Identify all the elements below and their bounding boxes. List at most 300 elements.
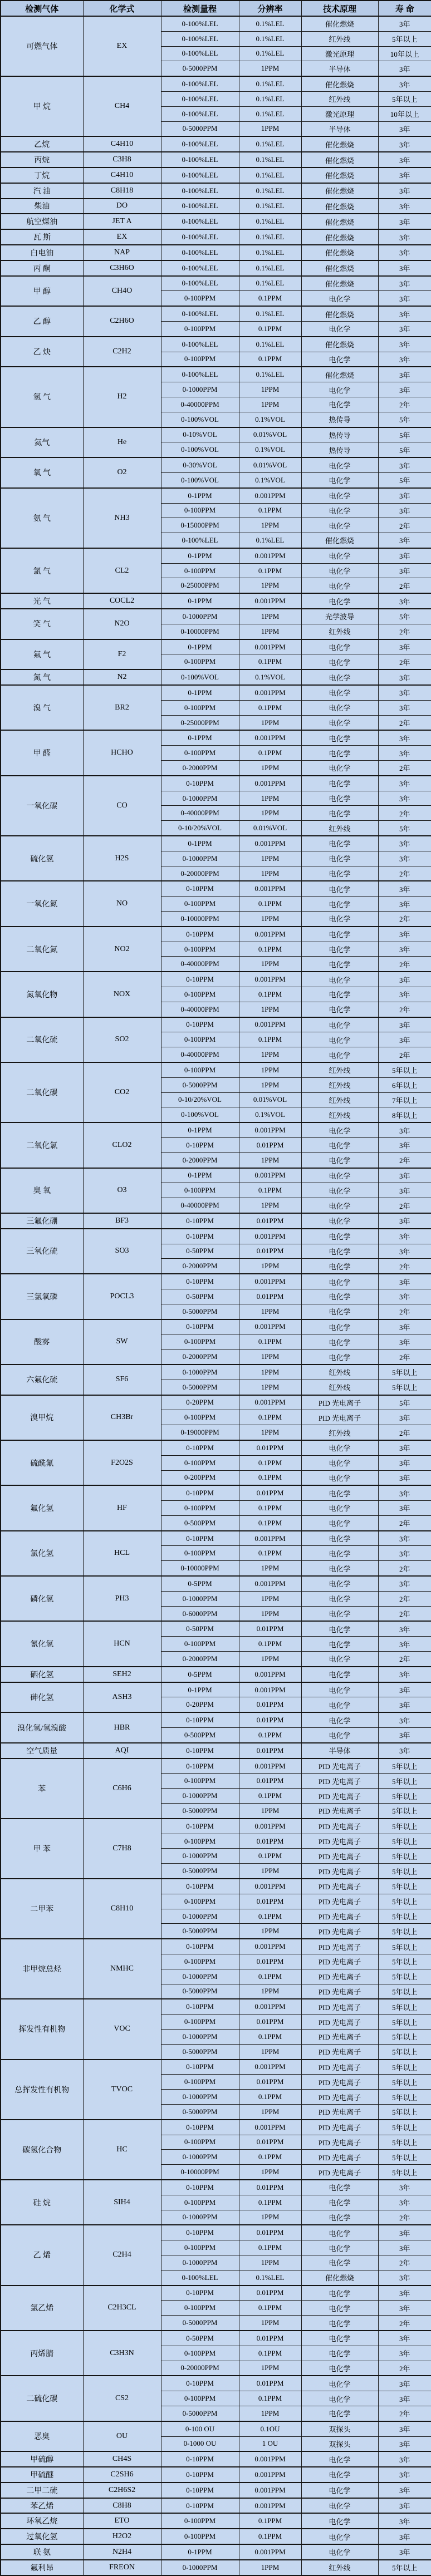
lifespan-cell: 3年 bbox=[378, 836, 431, 851]
lifespan-cell: 3年 bbox=[378, 1712, 431, 1727]
table-row bbox=[1, 1017, 431, 1032]
range-cell: 0-100PPM bbox=[161, 2135, 239, 2150]
principle-cell: 电化学 bbox=[301, 503, 378, 518]
range-cell: 0-5000PPM bbox=[161, 1077, 239, 1092]
lifespan-cell: 2年 bbox=[378, 1304, 431, 1319]
range-cell: 0-10PPM bbox=[161, 1137, 239, 1152]
resolution-cell: 0.1PPM bbox=[239, 2090, 301, 2105]
principle-cell: 催化燃烧 bbox=[301, 276, 378, 291]
table-row bbox=[1, 2483, 431, 2498]
range-cell: 0-500PPM bbox=[161, 1728, 239, 1743]
principle-cell: 电化学 bbox=[301, 2513, 378, 2529]
lifespan-cell: 5年 bbox=[378, 821, 431, 836]
principle-cell: PID 光电离子 bbox=[301, 1984, 378, 1999]
range-cell: 0-10PPM bbox=[161, 1017, 239, 1032]
lifespan-cell: 5年以上 bbox=[378, 1819, 431, 1834]
resolution-cell: 0.01PPM bbox=[239, 1440, 301, 1455]
resolution-cell: 1PPM bbox=[239, 2104, 301, 2119]
principle-cell: PID 光电离子 bbox=[301, 1759, 378, 1774]
principle-cell: 红外线 bbox=[301, 1380, 378, 1395]
range-cell: 0-1000PPM bbox=[161, 2090, 239, 2105]
range-cell: 0-20PPM bbox=[161, 1395, 239, 1410]
lifespan-cell: 3年 bbox=[378, 1667, 431, 1682]
range-cell: 0-10PPM bbox=[161, 927, 239, 942]
lifespan-cell: 3年 bbox=[378, 563, 431, 578]
resolution-cell: 0.1PPM bbox=[239, 1789, 301, 1804]
lifespan-cell: 5年以上 bbox=[378, 1984, 431, 1999]
principle-cell: 电化学 bbox=[301, 776, 378, 791]
principle-cell: 红外线 bbox=[301, 821, 378, 836]
lifespan-cell: 5年以上 bbox=[378, 1774, 431, 1789]
principle-cell: 电化学 bbox=[301, 2286, 378, 2301]
resolution-cell: 0.001PPM bbox=[239, 836, 301, 851]
range-cell: 0-100%LEL bbox=[161, 152, 239, 168]
lifespan-cell: 5年以上 bbox=[378, 1849, 431, 1864]
resolution-cell: 0.1PPM bbox=[239, 352, 301, 367]
table-row bbox=[1, 214, 431, 229]
gas-formula-cell: C4H10 bbox=[83, 168, 161, 183]
principle-cell: PID 光电离子 bbox=[301, 1924, 378, 1939]
gas-name-cell: 一氧化氮 bbox=[1, 881, 83, 926]
principle-cell: 红外线 bbox=[301, 1365, 378, 1380]
lifespan-cell: 2年 bbox=[378, 1652, 431, 1667]
table-row bbox=[1, 1879, 431, 1894]
range-cell: 0-1000PPM bbox=[161, 2029, 239, 2044]
lifespan-cell: 3年 bbox=[378, 61, 431, 76]
principle-cell: PID 光电离子 bbox=[301, 2120, 378, 2135]
table-row bbox=[1, 2331, 431, 2346]
resolution-cell: 0.01PPM bbox=[239, 2376, 301, 2391]
principle-cell: 催化燃烧 bbox=[301, 306, 378, 321]
gas-formula-cell: C2H6S2 bbox=[83, 2483, 161, 2498]
principle-cell: 催化燃烧 bbox=[301, 199, 378, 214]
range-cell: 0-100%LEL bbox=[161, 16, 239, 31]
lifespan-cell: 3年 bbox=[378, 1213, 431, 1229]
gas-formula-cell: NH3 bbox=[83, 488, 161, 548]
resolution-cell: 1PPM bbox=[239, 1804, 301, 1819]
range-cell: 0-40000PPM bbox=[161, 1047, 239, 1062]
table-row bbox=[1, 2060, 431, 2075]
gas-name-cell: 氮氧化物 bbox=[1, 972, 83, 1017]
gas-formula-cell: C2H4 bbox=[83, 2225, 161, 2285]
range-cell: 0-10PPM bbox=[161, 1759, 239, 1774]
principle-cell: PID 光电离子 bbox=[301, 1939, 378, 1954]
range-cell: 0-40000PPM bbox=[161, 397, 239, 412]
principle-cell: 电化学 bbox=[301, 563, 378, 578]
lifespan-cell: 5年以上 bbox=[378, 1365, 431, 1380]
gas-name-cell: 硒化氢 bbox=[1, 1667, 83, 1682]
gas-formula-cell: JET A bbox=[83, 214, 161, 229]
gas-name-cell: 汽 油 bbox=[1, 183, 83, 199]
principle-cell: 电化学 bbox=[301, 1002, 378, 1017]
gas-formula-cell: C3H8 bbox=[83, 152, 161, 168]
gas-name-cell: 笑 气 bbox=[1, 609, 83, 639]
lifespan-cell: 3年 bbox=[378, 367, 431, 382]
range-cell: 0-10PPM bbox=[161, 2225, 239, 2240]
range-cell: 0-1000PPM bbox=[161, 1789, 239, 1804]
gas-formula-cell: FREON bbox=[83, 2560, 161, 2575]
lifespan-cell: 3年 bbox=[378, 1017, 431, 1032]
table-row bbox=[1, 1531, 431, 1546]
lifespan-cell: 5年以上 bbox=[378, 1954, 431, 1969]
resolution-cell: 1PPM bbox=[239, 1864, 301, 1879]
resolution-cell: 0.1PPM bbox=[239, 2029, 301, 2044]
principle-cell: 电化学 bbox=[301, 1501, 378, 1516]
resolution-cell: 0.1PPM bbox=[239, 291, 301, 306]
table-row bbox=[1, 1743, 431, 1759]
resolution-cell: 1PPM bbox=[239, 1304, 301, 1319]
column-header: 分辨率 bbox=[239, 1, 301, 16]
lifespan-cell: 3年 bbox=[378, 1637, 431, 1652]
principle-cell: 电化学 bbox=[301, 836, 378, 851]
resolution-cell: 0.01PPM bbox=[239, 1954, 301, 1969]
gas-formula-cell: H2O2 bbox=[83, 2529, 161, 2544]
principle-cell: PID 光电离子 bbox=[301, 2150, 378, 2165]
principle-cell: 电化学 bbox=[301, 1637, 378, 1652]
principle-cell: 电化学 bbox=[301, 1259, 378, 1274]
principle-cell: 电化学 bbox=[301, 881, 378, 896]
range-cell: 0-100%VOL bbox=[161, 412, 239, 427]
lifespan-cell: 5年以上 bbox=[378, 1909, 431, 1924]
range-cell: 0-10PPM bbox=[161, 2451, 239, 2467]
resolution-cell: 1PPM bbox=[239, 1062, 301, 1077]
range-cell: 0-1000PPM bbox=[161, 1591, 239, 1606]
resolution-cell: 0.001PPM bbox=[239, 776, 301, 791]
resolution-cell: 0.001PPM bbox=[239, 488, 301, 503]
table-body bbox=[1, 16, 431, 2575]
principle-cell: 电化学 bbox=[301, 1168, 378, 1183]
principle-cell: PID 光电离子 bbox=[301, 1819, 378, 1834]
resolution-cell: 0.1PPM bbox=[239, 897, 301, 912]
range-cell: 0-100%LEL bbox=[161, 91, 239, 106]
range-cell: 0-100PPM bbox=[161, 1455, 239, 1470]
lifespan-cell: 5年以上 bbox=[378, 1999, 431, 2014]
lifespan-cell: 3年 bbox=[378, 791, 431, 806]
lifespan-cell: 3年 bbox=[378, 1682, 431, 1697]
principle-cell: PID 光电离子 bbox=[301, 1804, 378, 1819]
range-cell: 0-1000 OU bbox=[161, 2436, 239, 2451]
resolution-cell: 0.1%LEL bbox=[239, 76, 301, 91]
range-cell: 0-100PPM bbox=[161, 2014, 239, 2030]
gas-formula-cell: C2H3CL bbox=[83, 2286, 161, 2331]
gas-name-cell: 二甲苯 bbox=[1, 1879, 83, 1939]
lifespan-cell: 2年 bbox=[378, 518, 431, 533]
table-row bbox=[1, 367, 431, 382]
resolution-cell: 1PPM bbox=[239, 1259, 301, 1274]
principle-cell: 电化学 bbox=[301, 715, 378, 730]
principle-cell: 电化学 bbox=[301, 1561, 378, 1576]
principle-cell: PID 光电离子 bbox=[301, 2014, 378, 2030]
lifespan-cell: 3年 bbox=[378, 121, 431, 136]
range-cell: 0-10/20%VOL bbox=[161, 1092, 239, 1107]
lifespan-cell: 5年以上 bbox=[378, 2150, 431, 2165]
resolution-cell: 1PPM bbox=[239, 1591, 301, 1606]
principle-cell: PID 光电离子 bbox=[301, 1969, 378, 1984]
principle-cell: 电化学 bbox=[301, 2467, 378, 2483]
table-row bbox=[1, 609, 431, 624]
range-cell: 0-100%LEL bbox=[161, 260, 239, 276]
range-cell: 0-10PPM bbox=[161, 776, 239, 791]
principle-cell: 电化学 bbox=[301, 1515, 378, 1530]
principle-cell: 电化学 bbox=[301, 397, 378, 412]
principle-cell: 电化学 bbox=[301, 897, 378, 912]
range-cell: 0-100%LEL bbox=[161, 31, 239, 46]
range-cell: 0-50PPM bbox=[161, 1621, 239, 1636]
table-row bbox=[1, 881, 431, 896]
gas-name-cell: 氧 气 bbox=[1, 457, 83, 488]
lifespan-cell: 3年 bbox=[378, 2270, 431, 2285]
resolution-cell: 0.001PPM bbox=[239, 2498, 301, 2514]
gas-name-cell: 磷化氢 bbox=[1, 1576, 83, 1621]
range-cell: 0-5PPM bbox=[161, 1576, 239, 1591]
lifespan-cell: 3年 bbox=[378, 669, 431, 685]
principle-cell: 电化学 bbox=[301, 1606, 378, 1621]
principle-cell: 电化学 bbox=[301, 1576, 378, 1591]
lifespan-cell: 5年以上 bbox=[378, 1879, 431, 1894]
gas-name-cell: 臭 氧 bbox=[1, 1168, 83, 1213]
range-cell: 0-1000PPM bbox=[161, 791, 239, 806]
lifespan-cell: 3年 bbox=[378, 2513, 431, 2529]
resolution-cell: 0.001PPM bbox=[239, 1576, 301, 1591]
resolution-cell: 0.1%LEL bbox=[239, 306, 301, 321]
gas-name-cell: 二氧化硫 bbox=[1, 1017, 83, 1062]
resolution-cell: 0.01PPM bbox=[239, 1289, 301, 1304]
gas-formula-cell: C3H3N bbox=[83, 2331, 161, 2376]
range-cell: 0-10PPM bbox=[161, 1531, 239, 1546]
resolution-cell: 1PPM bbox=[239, 2165, 301, 2180]
resolution-cell: 0.01PPM bbox=[239, 1894, 301, 1909]
gas-formula-cell: F2 bbox=[83, 639, 161, 670]
table-row bbox=[1, 1440, 431, 1455]
principle-cell: 电化学 bbox=[301, 457, 378, 472]
principle-cell: PID 光电离子 bbox=[301, 2165, 378, 2180]
lifespan-cell: 3年 bbox=[378, 214, 431, 229]
principle-cell: 电化学 bbox=[301, 2210, 378, 2225]
resolution-cell: 0.1%LEL bbox=[239, 152, 301, 168]
range-cell: 0-100%LEL bbox=[161, 136, 239, 152]
table-row bbox=[1, 136, 431, 152]
table-row bbox=[1, 1576, 431, 1591]
gas-name-cell: 乙 烯 bbox=[1, 2225, 83, 2285]
principle-cell: 电化学 bbox=[301, 593, 378, 609]
principle-cell: 电化学 bbox=[301, 972, 378, 987]
range-cell: 0-5000PPM bbox=[161, 1304, 239, 1319]
table-row bbox=[1, 427, 431, 442]
range-cell: 0-10PPM bbox=[161, 2060, 239, 2075]
resolution-cell: 1PPM bbox=[239, 1002, 301, 1017]
resolution-cell: 0.1%LEL bbox=[239, 337, 301, 352]
resolution-cell: 0.001PPM bbox=[239, 1229, 301, 1244]
resolution-cell: 0.1PPM bbox=[239, 563, 301, 578]
lifespan-cell: 5年以上 bbox=[378, 2014, 431, 2030]
resolution-cell: 0.001PPM bbox=[239, 730, 301, 745]
resolution-cell: 0.1%LEL bbox=[239, 533, 301, 548]
resolution-cell: 0.001PPM bbox=[239, 548, 301, 563]
gas-formula-cell: HCHO bbox=[83, 730, 161, 775]
gas-formula-cell: O3 bbox=[83, 1168, 161, 1213]
resolution-cell: 0.001PPM bbox=[239, 2451, 301, 2467]
gas-name-cell: 三氟化硼 bbox=[1, 1213, 83, 1229]
lifespan-cell: 2年 bbox=[378, 1047, 431, 1062]
principle-cell: 电化学 bbox=[301, 1349, 378, 1365]
principle-cell: 电化学 bbox=[301, 352, 378, 367]
gas-name-cell: 硫酰氟 bbox=[1, 1440, 83, 1485]
lifespan-cell: 3年 bbox=[378, 1274, 431, 1289]
lifespan-cell: 3年 bbox=[378, 897, 431, 912]
resolution-cell: 0.001PPM bbox=[239, 685, 301, 700]
lifespan-cell: 3年 bbox=[378, 457, 431, 472]
table-row bbox=[1, 2467, 431, 2483]
principle-cell: 电化学 bbox=[301, 2195, 378, 2210]
range-cell: 0-100PPM bbox=[161, 1032, 239, 1047]
table-row bbox=[1, 730, 431, 745]
range-cell: 0-1PPM bbox=[161, 548, 239, 563]
range-cell: 0-1PPM bbox=[161, 488, 239, 503]
principle-cell: 电化学 bbox=[301, 700, 378, 715]
resolution-cell: 0.1%LEL bbox=[239, 2270, 301, 2285]
table-row bbox=[1, 2225, 431, 2240]
principle-cell: 催化燃烧 bbox=[301, 337, 378, 352]
resolution-cell: 0.1%LEL bbox=[239, 106, 301, 121]
range-cell: 0-10PPM bbox=[161, 1743, 239, 1759]
range-cell: 0-100%VOL bbox=[161, 1107, 239, 1122]
principle-cell: 电化学 bbox=[301, 669, 378, 685]
resolution-cell: 0.1%VOL bbox=[239, 412, 301, 427]
range-cell: 0-1PPM bbox=[161, 593, 239, 609]
principle-cell: PID 光电离子 bbox=[301, 1410, 378, 1425]
range-cell: 0-10PPM bbox=[161, 2483, 239, 2498]
range-cell: 0-20000PPM bbox=[161, 2361, 239, 2376]
gas-formula-cell: C2H6O bbox=[83, 306, 161, 337]
resolution-cell: 0.01PPM bbox=[239, 2075, 301, 2090]
range-cell: 0-1000PPM bbox=[161, 2255, 239, 2270]
lifespan-cell: 3年 bbox=[378, 199, 431, 214]
lifespan-cell: 3年 bbox=[378, 881, 431, 896]
range-cell: 0-100PPM bbox=[161, 2195, 239, 2210]
resolution-cell: 0.01PPM bbox=[239, 1743, 301, 1759]
principle-cell: 激光原理 bbox=[301, 106, 378, 121]
resolution-cell: 0.1%LEL bbox=[239, 16, 301, 31]
principle-cell: 电化学 bbox=[301, 382, 378, 397]
lifespan-cell: 10年以上 bbox=[378, 46, 431, 61]
lifespan-cell: 3年 bbox=[378, 1289, 431, 1304]
principle-cell: 电化学 bbox=[301, 2255, 378, 2270]
gas-name-cell: 氯 气 bbox=[1, 548, 83, 593]
range-cell: 0-100%LEL bbox=[161, 306, 239, 321]
lifespan-cell: 3年 bbox=[378, 1032, 431, 1047]
table-row bbox=[1, 2120, 431, 2135]
lifespan-cell: 3年 bbox=[378, 548, 431, 563]
resolution-cell: 0.001PPM bbox=[239, 639, 301, 654]
table-row bbox=[1, 1759, 431, 1774]
lifespan-cell: 3年 bbox=[378, 276, 431, 291]
gas-name-cell: 溴 气 bbox=[1, 685, 83, 730]
column-header: 技术原理 bbox=[301, 1, 378, 16]
gas-name-cell: 碳氢化合物 bbox=[1, 2120, 83, 2180]
gas-formula-cell: C2SH6 bbox=[83, 2467, 161, 2483]
range-cell: 0-1PPM bbox=[161, 836, 239, 851]
range-cell: 0-10PPM bbox=[161, 1879, 239, 1894]
resolution-cell: 0.001PPM bbox=[239, 1395, 301, 1410]
lifespan-cell: 5年以上 bbox=[378, 2029, 431, 2044]
gas-name-cell: 氯化氢 bbox=[1, 1531, 83, 1576]
table-row bbox=[1, 927, 431, 942]
resolution-cell: 0.1PPM bbox=[239, 2301, 301, 2316]
lifespan-cell: 3年 bbox=[378, 2331, 431, 2346]
resolution-cell: 0.1%VOL bbox=[239, 442, 301, 457]
range-cell: 0-100%VOL bbox=[161, 442, 239, 457]
gas-name-cell: 氢 气 bbox=[1, 367, 83, 427]
range-cell: 0-100%LEL bbox=[161, 106, 239, 121]
principle-cell: 电化学 bbox=[301, 1229, 378, 1244]
resolution-cell: 0.1%LEL bbox=[239, 276, 301, 291]
column-header: 化学式 bbox=[83, 1, 161, 16]
gas-formula-cell: NO2 bbox=[83, 927, 161, 972]
gas-name-cell: 瓦 斯 bbox=[1, 229, 83, 245]
resolution-cell: 0.1PPM bbox=[239, 1849, 301, 1864]
range-cell: 0-10PPM bbox=[161, 1939, 239, 1954]
lifespan-cell: 3年 bbox=[378, 183, 431, 199]
lifespan-cell: 3年 bbox=[378, 2451, 431, 2467]
resolution-cell: 0.01PPM bbox=[239, 1621, 301, 1636]
resolution-cell: 0.1PPM bbox=[239, 987, 301, 1002]
range-cell: 0-100%VOL bbox=[161, 669, 239, 685]
principle-cell: 电化学 bbox=[301, 1485, 378, 1500]
range-cell: 0-100PPM bbox=[161, 1334, 239, 1349]
range-cell: 0-30%VOL bbox=[161, 457, 239, 472]
lifespan-cell: 5年 bbox=[378, 1395, 431, 1410]
range-cell: 0-6000PPM bbox=[161, 1606, 239, 1621]
resolution-cell: 0.01PPM bbox=[239, 1834, 301, 1849]
principle-cell: 电化学 bbox=[301, 321, 378, 336]
range-cell: 0-1000PPM bbox=[161, 851, 239, 866]
range-cell: 0-1PPM bbox=[161, 1168, 239, 1183]
lifespan-cell: 3年 bbox=[378, 306, 431, 321]
resolution-cell: 0.01PPM bbox=[239, 1244, 301, 1259]
resolution-cell: 0.1%VOL bbox=[239, 472, 301, 487]
table-row bbox=[1, 1062, 431, 1077]
gas-name-cell: 航空煤油 bbox=[1, 214, 83, 229]
gas-name-cell: 光 气 bbox=[1, 593, 83, 609]
lifespan-cell: 3年 bbox=[378, 593, 431, 609]
table-row bbox=[1, 1274, 431, 1289]
resolution-cell: 0.01PPM bbox=[239, 2286, 301, 2301]
lifespan-cell: 3年 bbox=[378, 533, 431, 548]
principle-cell: 电化学 bbox=[301, 987, 378, 1002]
lifespan-cell: 7年以上 bbox=[378, 1092, 431, 1107]
gas-name-cell: 一氧化碳 bbox=[1, 776, 83, 836]
resolution-cell: 1PPM bbox=[239, 2210, 301, 2225]
gas-formula-cell: C7H8 bbox=[83, 1819, 161, 1879]
principle-cell: 电化学 bbox=[301, 1289, 378, 1304]
table-row bbox=[1, 76, 431, 91]
resolution-cell: 0.1%LEL bbox=[239, 199, 301, 214]
lifespan-cell: 5年以上 bbox=[378, 1062, 431, 1077]
range-cell: 0-10PPM bbox=[161, 972, 239, 987]
table-row bbox=[1, 1712, 431, 1727]
lifespan-cell: 3年 bbox=[378, 2498, 431, 2514]
resolution-cell: 0.001PPM bbox=[239, 1682, 301, 1697]
lifespan-cell: 5年以上 bbox=[378, 1864, 431, 1879]
gas-name-cell: 氟化氢 bbox=[1, 1485, 83, 1530]
principle-cell: 电化学 bbox=[301, 1728, 378, 1743]
resolution-cell: 0.01PPM bbox=[239, 1485, 301, 1500]
lifespan-cell: 2年 bbox=[378, 2255, 431, 2270]
resolution-cell: 1PPM bbox=[239, 1152, 301, 1168]
range-cell: 0-100PPM bbox=[161, 2301, 239, 2316]
principle-cell: 催化燃烧 bbox=[301, 2270, 378, 2285]
principle-cell: 电化学 bbox=[301, 1032, 378, 1047]
